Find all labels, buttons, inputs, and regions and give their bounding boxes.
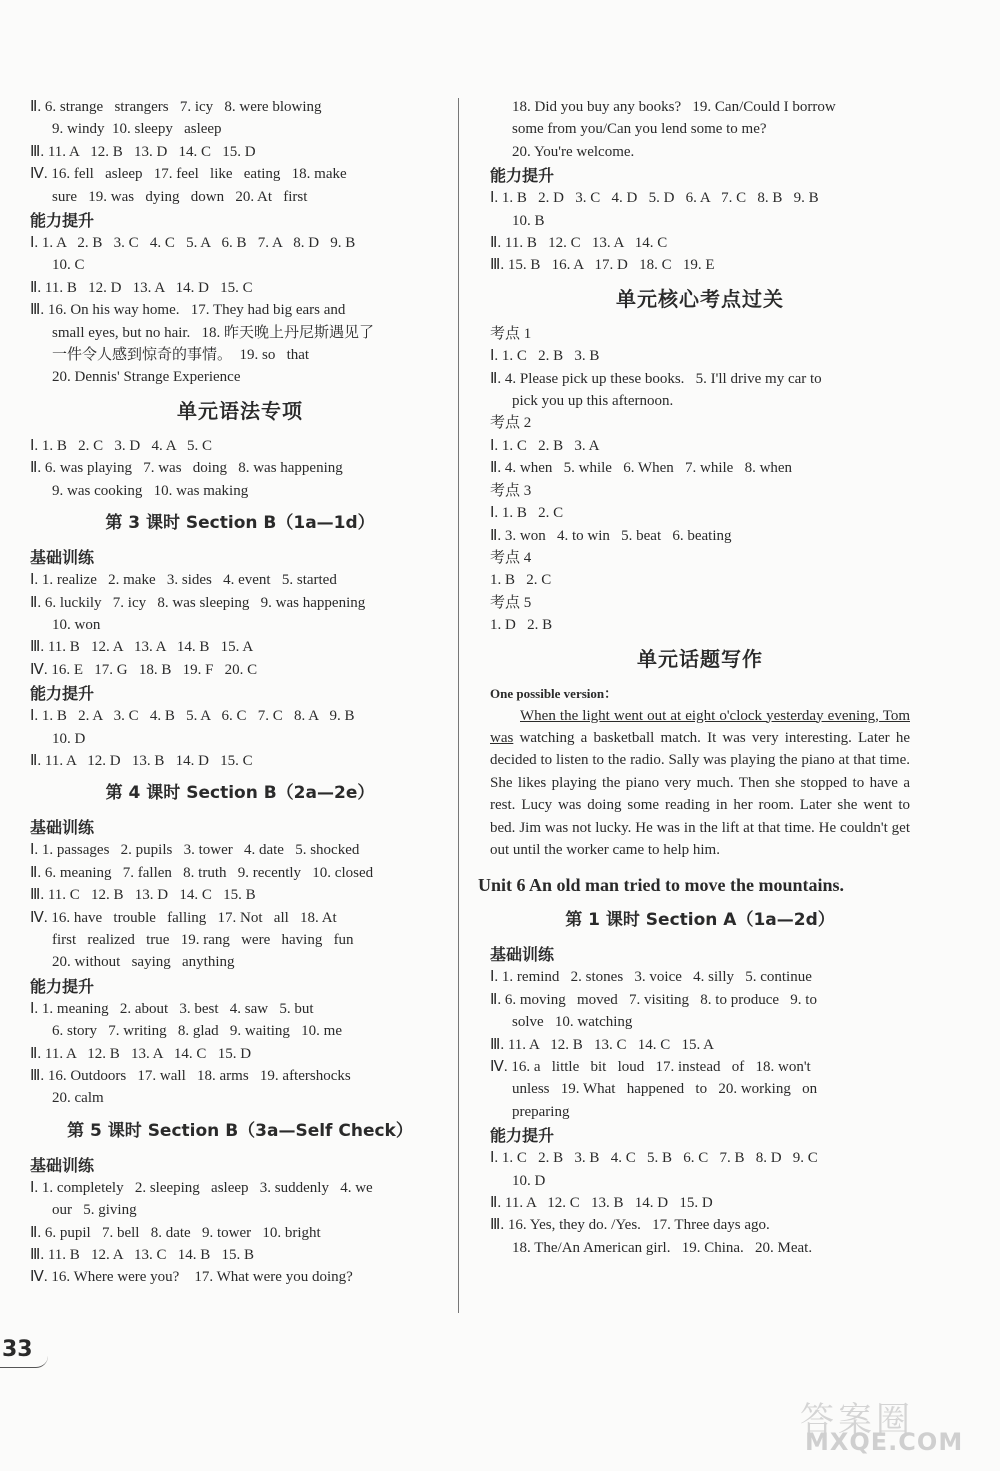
answer-line: 20. Dennis' Strange Experience bbox=[52, 369, 241, 386]
section-title: 单元核心考点过关 bbox=[616, 286, 784, 311]
answer-line: Ⅱ. 6. meaning 7. fallen 8. truth 9. recently 10. closed bbox=[30, 864, 374, 881]
sample-essay bbox=[490, 705, 910, 862]
answer-line: 10. B bbox=[512, 212, 545, 229]
answer-line: Ⅱ. 6. strange strangers 7. icy 8. were blowing bbox=[30, 99, 322, 115]
answer-line: solve 10. watching bbox=[512, 1014, 633, 1031]
answer-line: some from you/Can you lend some to me? bbox=[512, 121, 767, 138]
answer-line: Ⅱ. 3. won 4. to win 5. beat 6. beating bbox=[490, 527, 732, 544]
answer-line: 考点 5 bbox=[490, 594, 532, 611]
section-title: 单元话题写作 bbox=[637, 646, 763, 671]
answers-block bbox=[490, 1147, 910, 1259]
answer-line: 考点 4 bbox=[490, 549, 532, 566]
answer-line: 20. You're welcome. bbox=[512, 143, 635, 160]
answer-line: 1. D 2. B bbox=[490, 617, 553, 634]
answer-line: Ⅲ. 16. Yes, they do. /Yes. 17. Three days ago. bbox=[490, 1217, 770, 1234]
answer-line: Ⅳ. 16. E 17. G 18. B 19. F 20. C bbox=[30, 661, 258, 678]
essay-underlined: When the light went out at eight o'clock yesterday evening, Tom was bbox=[490, 707, 910, 746]
answer-line: Ⅱ. 11. A 12. B 13. A 14. C 15. D bbox=[30, 1045, 252, 1062]
answer-line: Ⅰ. 1. C 2. B 3. A bbox=[490, 437, 600, 454]
answer-line: Ⅲ. 11. A 12. B 13. D 14. C 15. D bbox=[30, 143, 256, 160]
answer-line: 一件令人感到惊奇的事情。 19. so that bbox=[52, 347, 310, 364]
answer-line: 考点 1 bbox=[490, 325, 532, 342]
answers-block bbox=[490, 96, 910, 163]
answer-line: 20. without saying anything bbox=[52, 954, 235, 971]
answer-line: Ⅱ. 11. B 12. C 13. A 14. C bbox=[490, 235, 668, 252]
section-heading: 能力提升 bbox=[30, 211, 95, 231]
section-heading: 基础训练 bbox=[30, 548, 95, 568]
answer-line: 考点 3 bbox=[490, 482, 532, 499]
answers-block bbox=[490, 323, 910, 637]
lesson-title: 第 3 课时 Section B（1a—1d） bbox=[105, 513, 375, 534]
section-heading: 能力提升 bbox=[490, 166, 555, 186]
answer-line: Ⅰ. 1. remind 2. stones 3. voice 4. silly 5. continue bbox=[490, 969, 812, 986]
page-number: 33 bbox=[0, 1333, 48, 1368]
answer-line: Ⅰ. 1. completely 2. sleeping asleep 3. suddenly 4. we bbox=[30, 1179, 373, 1196]
section-heading: 能力提升 bbox=[30, 684, 95, 704]
section-heading: 基础训练 bbox=[30, 1155, 95, 1175]
answer-line: Ⅰ. 1. B 2. A 3. C 4. B 5. A 6. C 7. C 8. A 9. B bbox=[30, 708, 355, 725]
answer-line: Ⅲ. 11. B 12. A 13. C 14. B 15. B bbox=[30, 1247, 254, 1264]
answer-line: Ⅲ. 11. C 12. B 13. D 14. C 15. B bbox=[30, 887, 256, 904]
answer-line: preparing bbox=[512, 1103, 570, 1120]
answers-block bbox=[30, 998, 450, 1110]
answer-line: Ⅱ. 6. pupil 7. bell 8. date 9. tower 10. bright bbox=[30, 1224, 321, 1241]
answers-block bbox=[30, 1177, 450, 1289]
answer-line: Ⅰ. 1. realize 2. make 3. sides 4. event 5. started bbox=[30, 572, 337, 589]
answer-line: Ⅰ. 1. B 2. C 3. D 4. A 5. C bbox=[30, 437, 212, 454]
answer-line: first realized true 19. rang were having fun bbox=[52, 931, 354, 948]
answer-line: Ⅲ. 11. B 12. A 13. A 14. B 15. A bbox=[30, 639, 254, 656]
answer-line: 10. C bbox=[52, 257, 85, 274]
answer-line: sure 19. was dying down 20. At first bbox=[52, 188, 308, 205]
answer-line: 10. D bbox=[52, 730, 86, 747]
answer-line: 10. won bbox=[52, 616, 101, 633]
answer-line: Ⅱ. 6. moving moved 7. visiting 8. to produce 9. to bbox=[490, 991, 817, 1008]
answers-block bbox=[30, 232, 450, 389]
answer-line: Ⅲ. 16. Outdoors 17. wall 18. arms 19. aftershocks bbox=[30, 1068, 351, 1084]
answer-line: Ⅲ. 16. On his way home. 17. They had big ears and bbox=[30, 302, 346, 319]
answer-line: Ⅰ. 1. B 2. D 3. C 4. D 5. D 6. A 7. C 8. B 9. B bbox=[490, 190, 819, 207]
answers-block bbox=[30, 705, 450, 772]
right-column bbox=[478, 96, 910, 1259]
answer-line: Ⅳ. 16. a little bit loud 17. instead of 18. won't bbox=[490, 1059, 811, 1075]
answer-line: Ⅱ. 11. A 12. C 13. B 14. D 15. D bbox=[490, 1195, 713, 1212]
answer-line: 20. calm bbox=[52, 1090, 104, 1107]
answer-line: 6. story 7. writing 8. glad 9. waiting 10. me bbox=[52, 1023, 342, 1040]
lesson-title: 第 4 课时 Section B（2a—2e） bbox=[105, 783, 375, 804]
answer-line: 1. B 2. C bbox=[490, 572, 552, 589]
answer-line: Ⅲ. 11. A 12. B 13. C 14. C 15. A bbox=[490, 1036, 714, 1053]
answer-line: Ⅰ. 1. B 2. C bbox=[490, 505, 564, 522]
answers-block bbox=[30, 96, 450, 208]
answer-line: Ⅰ. 1. passages 2. pupils 3. tower 4. date 5. shocked bbox=[30, 842, 360, 859]
answer-line: small eyes, but no hair. 18. 昨天晚上丹尼斯遇见了 bbox=[52, 324, 375, 341]
section-title: 单元语法专项 bbox=[177, 398, 303, 423]
lesson-title: 第 1 课时 Section A（1a—2d） bbox=[565, 910, 835, 931]
section-heading: 能力提升 bbox=[30, 976, 95, 996]
section-heading: 能力提升 bbox=[490, 1126, 555, 1146]
watermark-site: MXQE.COM bbox=[805, 1428, 964, 1456]
answer-line: 9. was cooking 10. was making bbox=[52, 482, 249, 499]
answer-line: 9. windy 10. sleepy asleep bbox=[52, 121, 222, 138]
answer-line: pick you up this afternoon. bbox=[512, 393, 674, 410]
answers-block bbox=[490, 187, 910, 277]
essay-rest: watching a basketball match. It was very interesting. Later he decided to listen to the radio. Sally was playing the piano at that time. She likes playing the piano very much. Then she stopped to have a rest. Lucy was doing some reading in her room. Later she went to bed. Jim was not lucky. He was in the lift at that time. He couldn't get out until the worker came to help him. bbox=[490, 729, 910, 858]
answer-line: Ⅰ. 1. A 2. B 3. C 4. C 5. A 6. B 7. A 8. D 9. B bbox=[30, 235, 356, 252]
answers-block bbox=[30, 569, 450, 681]
answer-line: Ⅱ. 6. luckily 7. icy 8. was sleeping 9. was happening bbox=[30, 594, 366, 611]
answer-line: Ⅱ. 11. A 12. D 13. B 14. D 15. C bbox=[30, 752, 253, 769]
answer-line: Ⅱ. 4. when 5. while 6. When 7. while 8. when bbox=[490, 460, 793, 477]
possible-version-label: One possible version： bbox=[490, 685, 618, 701]
left-column bbox=[30, 96, 450, 1289]
answer-line: Ⅳ. 16. fell asleep 17. feel like eating 18. make bbox=[30, 166, 347, 183]
answer-line: Ⅳ. 16. have trouble falling 17. Not all 18. At bbox=[30, 909, 337, 926]
answer-line: 18. The/An American girl. 19. China. 20. Meat. bbox=[512, 1239, 813, 1256]
answer-line: 18. Did you buy any books? 19. Can/Could I borrow bbox=[512, 99, 836, 115]
answer-line: 10. D bbox=[512, 1172, 546, 1189]
section-heading: 基础训练 bbox=[30, 818, 95, 838]
answers-block bbox=[30, 839, 450, 973]
answer-line: Ⅰ. 1. meaning 2. about 3. best 4. saw 5. but bbox=[30, 1000, 314, 1017]
watermark-logo: 答案圈 bbox=[800, 1400, 914, 1440]
answer-line: Ⅲ. 15. B 16. A 17. D 18. C 19. E bbox=[490, 257, 715, 274]
answer-line: Ⅰ. 1. C 2. B 3. B bbox=[490, 348, 600, 365]
lesson-title: 第 5 课时 Section B（3a—Self Check） bbox=[67, 1120, 413, 1141]
answer-line: Ⅰ. 1. C 2. B 3. B 4. C 5. B 6. C 7. B 8. D 9. C bbox=[490, 1150, 818, 1167]
unit-title: Unit 6 An old man tried to move the mountains. bbox=[478, 875, 845, 896]
answer-line: unless 19. What happened to 20. working on bbox=[512, 1081, 818, 1098]
answer-line: Ⅱ. 6. was playing 7. was doing 8. was happening bbox=[30, 460, 343, 477]
section-heading: 基础训练 bbox=[490, 945, 555, 965]
answers-block bbox=[30, 435, 450, 502]
answer-line: 考点 2 bbox=[490, 415, 532, 432]
answer-line: our 5. giving bbox=[52, 1202, 137, 1219]
answer-line: Ⅱ. 4. Please pick up these books. 5. I'll drive my car to bbox=[490, 370, 822, 387]
answer-line: Ⅱ. 11. B 12. D 13. A 14. D 15. C bbox=[30, 279, 253, 296]
answer-line: Ⅳ. 16. Where were you? 17. What were you doing? bbox=[30, 1269, 353, 1286]
answers-block bbox=[490, 966, 910, 1123]
column-divider bbox=[458, 98, 459, 1313]
